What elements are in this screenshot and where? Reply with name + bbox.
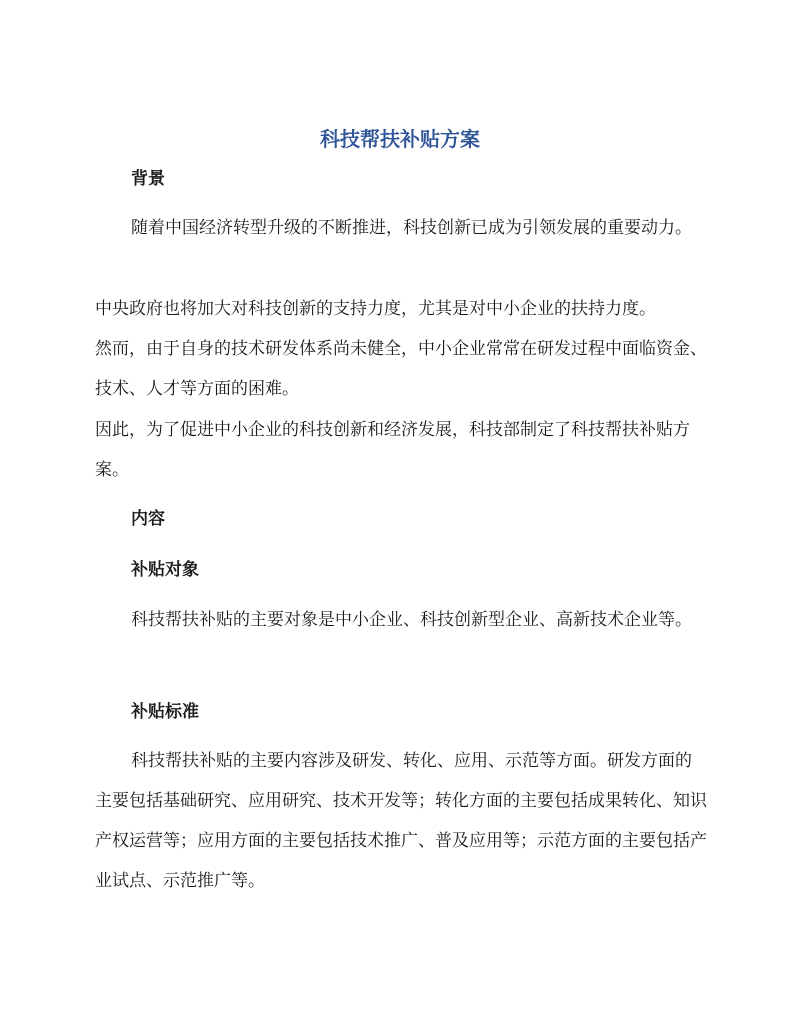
paragraph-background-3: 然而，由于自身的技术研发体系尚未健全，中小企业常常在研发过程中面临资金、技术、人才等方面的困难。 xyxy=(95,339,707,399)
paragraph-background-2: 中央政府也将加大对科技创新的支持力度，尤其是对中小企业的扶持力度。 xyxy=(95,299,656,319)
paragraph-standard-1: 科技帮扶补贴的主要内容涉及研发、转化、应用、示范等方面。研发方面的主要包括基础研究、应用研究、技术开发等；转化方面的主要包括成果转化、知识产权运营等；应用方面的主要包括技术推广、普及应用等；示范方面的主要包括产业试点、示范推广等。 xyxy=(95,751,707,891)
section-heading-background: 背景 xyxy=(131,169,165,189)
document-title: 科技帮扶补贴方案 xyxy=(320,127,480,151)
paragraph-target-1: 科技帮扶补贴的主要对象是中小企业、科技创新型企业、高新技术企业等。 xyxy=(131,610,692,630)
section-heading-standard: 补贴标准 xyxy=(131,702,199,722)
section-heading-content: 内容 xyxy=(131,509,165,529)
section-heading-target: 补贴对象 xyxy=(131,560,199,580)
paragraph-background-1: 随着中国经济转型升级的不断推进，科技创新已成为引领发展的重要动力。 xyxy=(131,218,692,238)
paragraph-background-4: 因此，为了促进中小企业的科技创新和经济发展，科技部制定了科技帮扶补贴方案。 xyxy=(95,420,690,480)
